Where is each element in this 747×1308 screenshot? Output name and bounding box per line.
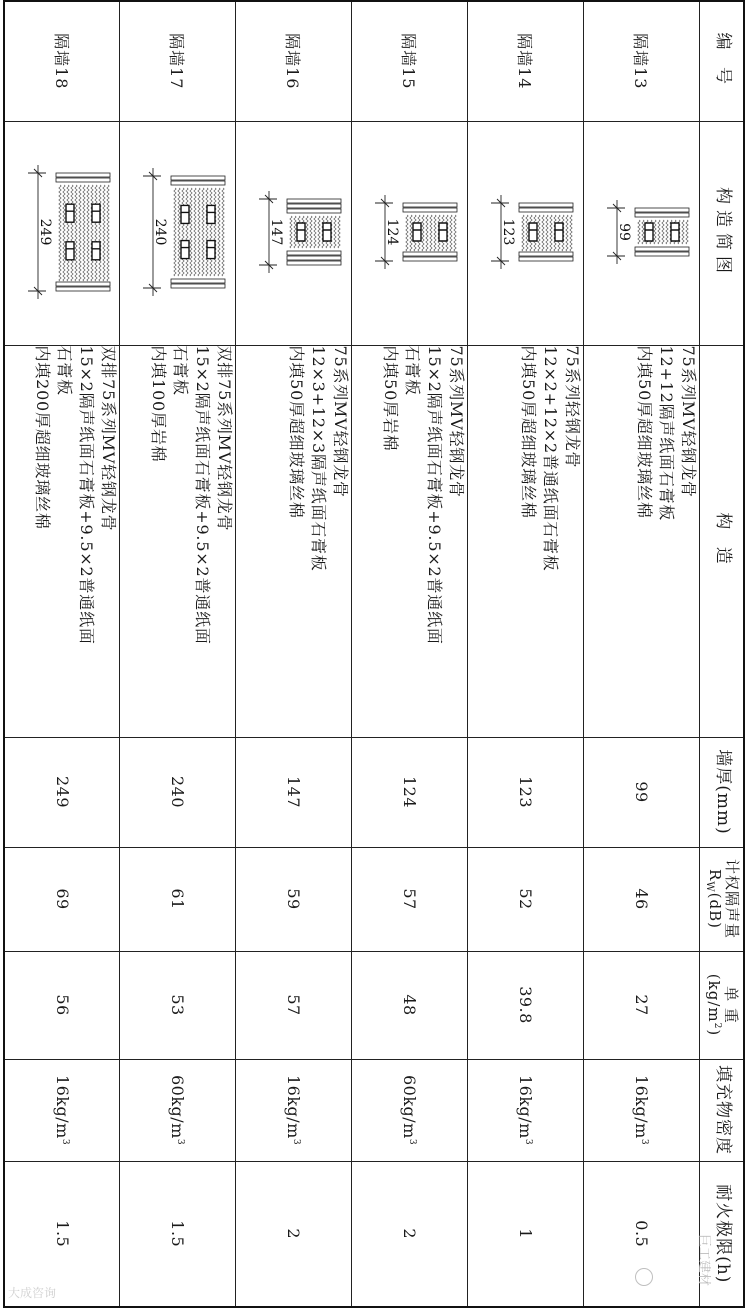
gypsum-board (288, 256, 342, 260)
steel-stud (66, 241, 74, 259)
row-fire-rating: 2 (352, 1161, 468, 1307)
row-code: 隔墙14 (468, 1, 584, 121)
gypsum-board (636, 213, 690, 217)
row-stc: 59 (236, 847, 352, 951)
density-exponent: 3 (291, 1138, 302, 1146)
steel-stud (66, 204, 74, 222)
table-row (236, 1, 352, 1307)
gypsum-board (288, 199, 342, 203)
row-weight: 57 (236, 951, 352, 1059)
steel-stud (530, 223, 538, 241)
density-value: 16kg/m (632, 1074, 652, 1139)
row-weight: 56 (4, 951, 120, 1059)
row-fire-rating: 0.5 (584, 1161, 700, 1307)
construction-line: 双排75系列MV轻钢龙骨 (215, 345, 235, 532)
construction-line: 12×2+12×2普通纸面石膏板 (541, 345, 561, 572)
dimension-value: 123 (500, 218, 517, 245)
dimension-value: 147 (268, 218, 285, 245)
density-exponent: 3 (639, 1138, 650, 1146)
wall-section-sketch (471, 122, 582, 342)
steel-stud (440, 223, 448, 241)
steel-stud (92, 241, 100, 259)
gypsum-board (288, 251, 342, 255)
gypsum-board (172, 176, 226, 180)
table-row (584, 1, 700, 1307)
row-stc: 46 (584, 847, 700, 951)
table-row (120, 1, 236, 1307)
construction-line: 75系列轻钢龙骨 (563, 345, 583, 469)
row-fill-density (236, 1059, 352, 1161)
row-fill-density (468, 1059, 584, 1161)
header-thickness: 墙厚(mm) (700, 737, 744, 847)
row-stc: 69 (4, 847, 120, 951)
row-sketch-cell (352, 121, 468, 345)
gypsum-board (404, 208, 458, 212)
header-unit-weight: 单 重 $(kg/m^2)$ (700, 951, 744, 1059)
table-row (352, 1, 468, 1307)
watermark-left: 大成咨询 (8, 1286, 57, 1300)
construction-line: 双排75系列MV轻钢龙骨 (99, 345, 119, 532)
row-stc: 52 (468, 847, 584, 951)
steel-stud (298, 223, 306, 241)
density-exponent: 3 (59, 1138, 70, 1146)
insulation-fill (174, 188, 224, 276)
row-weight: 27 (584, 951, 700, 1059)
steel-stud (208, 240, 216, 258)
steel-stud (556, 223, 564, 241)
density-value: 16kg/m (284, 1074, 304, 1139)
row-sketch-cell (584, 121, 700, 345)
steel-stud (672, 223, 680, 241)
construction-line: 石膏板 (171, 345, 191, 396)
density-exponent: 3 (407, 1138, 418, 1146)
steel-stud (646, 223, 654, 241)
wall-section-sketch (7, 122, 118, 342)
row-sketch-cell (236, 121, 352, 345)
row-thickness: 124 (352, 737, 468, 847)
header-row (700, 1, 744, 1307)
table-row (4, 1, 120, 1307)
density-value: 16kg/m (52, 1074, 72, 1139)
steel-stud (182, 205, 190, 223)
wall-section-sketch (355, 122, 466, 342)
steel-stud (182, 240, 190, 258)
row-thickness: 240 (120, 737, 236, 847)
row-fill-density (584, 1059, 700, 1161)
gypsum-board (56, 282, 110, 286)
header-stc: 计权隔声量 $R_W(dB)$ (700, 847, 744, 951)
row-sketch-cell (4, 121, 120, 345)
row-thickness: 147 (236, 737, 352, 847)
row-code: 隔墙18 (4, 1, 120, 121)
density-exponent: 3 (175, 1138, 186, 1146)
construction-line: 12+12隔声纸面石膏板 (657, 345, 677, 522)
construction-line: 75系列MV轻钢龙骨 (679, 345, 699, 498)
row-construction (468, 345, 584, 737)
row-code: 隔墙15 (352, 1, 468, 121)
construction-line: 12×3+12×3隔声纸面石膏板 (309, 345, 329, 572)
construction-line: 石膏板 (403, 345, 423, 396)
row-sketch-cell (120, 121, 236, 345)
gypsum-board (404, 203, 458, 207)
density-exponent: 3 (523, 1138, 534, 1146)
gypsum-board (520, 252, 574, 256)
construction-line: 内填50厚超细玻璃丝棉 (635, 345, 655, 519)
row-fill-density (120, 1059, 236, 1161)
row-fire-rating: 1.5 (4, 1161, 120, 1307)
gypsum-board (404, 252, 458, 256)
insulation-fill (59, 185, 109, 281)
row-fire-rating: 1 (468, 1161, 584, 1307)
density-value: 60kg/m (400, 1074, 420, 1139)
row-stc: 57 (352, 847, 468, 951)
construction-line: 内填50厚超细玻璃丝棉 (287, 345, 307, 519)
row-weight: 39.8 (468, 951, 584, 1059)
row-fire-rating: 1.5 (120, 1161, 236, 1307)
row-fire-rating: 2 (236, 1161, 352, 1307)
gypsum-board (172, 181, 226, 185)
row-thickness: 249 (4, 737, 120, 847)
row-code: 隔墙16 (236, 1, 352, 121)
dimension-value: 99 (616, 222, 633, 241)
construction-line: 15×2隔声纸面石膏板+9.5×2普通纸面 (77, 345, 97, 645)
construction-line: 内填100厚岩棉 (149, 345, 169, 463)
row-fill-density (352, 1059, 468, 1161)
partition-spec-table (3, 0, 745, 1308)
gypsum-board (636, 247, 690, 251)
row-thickness: 123 (468, 737, 584, 847)
gypsum-board (520, 257, 574, 261)
construction-line: 石膏板 (55, 345, 75, 396)
row-sketch-cell (468, 121, 584, 345)
wechat-icon (635, 1268, 653, 1286)
wall-section-sketch (587, 122, 698, 342)
row-construction (120, 345, 236, 737)
density-value: 60kg/m (168, 1074, 188, 1139)
wall-section-sketch (123, 122, 234, 342)
gypsum-board (288, 204, 342, 208)
gypsum-board (520, 208, 574, 212)
gypsum-board (404, 257, 458, 261)
gypsum-board (288, 261, 342, 265)
construction-line: 内填200厚超细玻璃丝棉 (33, 345, 53, 530)
steel-stud (92, 204, 100, 222)
gypsum-board (288, 209, 342, 213)
construction-line: 内填50厚岩棉 (381, 345, 401, 452)
table-row (468, 1, 584, 1307)
gypsum-board (172, 284, 226, 288)
row-stc: 61 (120, 847, 236, 951)
header-construction: 构 造 (700, 345, 744, 737)
row-fill-density (4, 1059, 120, 1161)
construction-line: 内填50厚超细玻璃丝棉 (519, 345, 539, 519)
gypsum-board (172, 279, 226, 283)
steel-stud (208, 205, 216, 223)
header-fire-rating: 耐火极限(h) (700, 1161, 744, 1307)
construction-line: 15×2隔声纸面石膏板+9.5×2普通纸面 (425, 345, 445, 645)
header-sketch: 构造简图 (700, 121, 744, 345)
header-code: 编 号 (700, 1, 744, 121)
wall-section-sketch (239, 122, 350, 342)
row-code: 隔墙17 (120, 1, 236, 121)
row-weight: 48 (352, 951, 468, 1059)
dimension-value: 124 (384, 218, 401, 245)
gypsum-board (520, 203, 574, 207)
row-thickness: 99 (584, 737, 700, 847)
dimension-value: 240 (152, 218, 169, 245)
density-value: 16kg/m (516, 1074, 536, 1139)
construction-line: 15×2隔声纸面石膏板+9.5×2普通纸面 (193, 345, 213, 645)
construction-line: 75系列MV轻钢龙骨 (331, 345, 351, 498)
gypsum-board (56, 178, 110, 182)
row-construction (236, 345, 352, 737)
construction-line: 75系列MV轻钢龙骨 (447, 345, 467, 498)
steel-stud (414, 223, 422, 241)
watermark-right: 巨工建材 (696, 1234, 711, 1287)
row-construction (352, 345, 468, 737)
gypsum-board (636, 208, 690, 212)
row-code: 隔墙13 (584, 1, 700, 121)
gypsum-board (636, 252, 690, 256)
gypsum-board (56, 173, 110, 177)
gypsum-board (56, 287, 110, 291)
header-fill-density: 填充物密度 (700, 1059, 744, 1161)
row-weight: 53 (120, 951, 236, 1059)
dimension-value: 249 (36, 218, 53, 245)
row-construction (4, 345, 120, 737)
row-construction (584, 345, 700, 737)
steel-stud (324, 223, 332, 241)
